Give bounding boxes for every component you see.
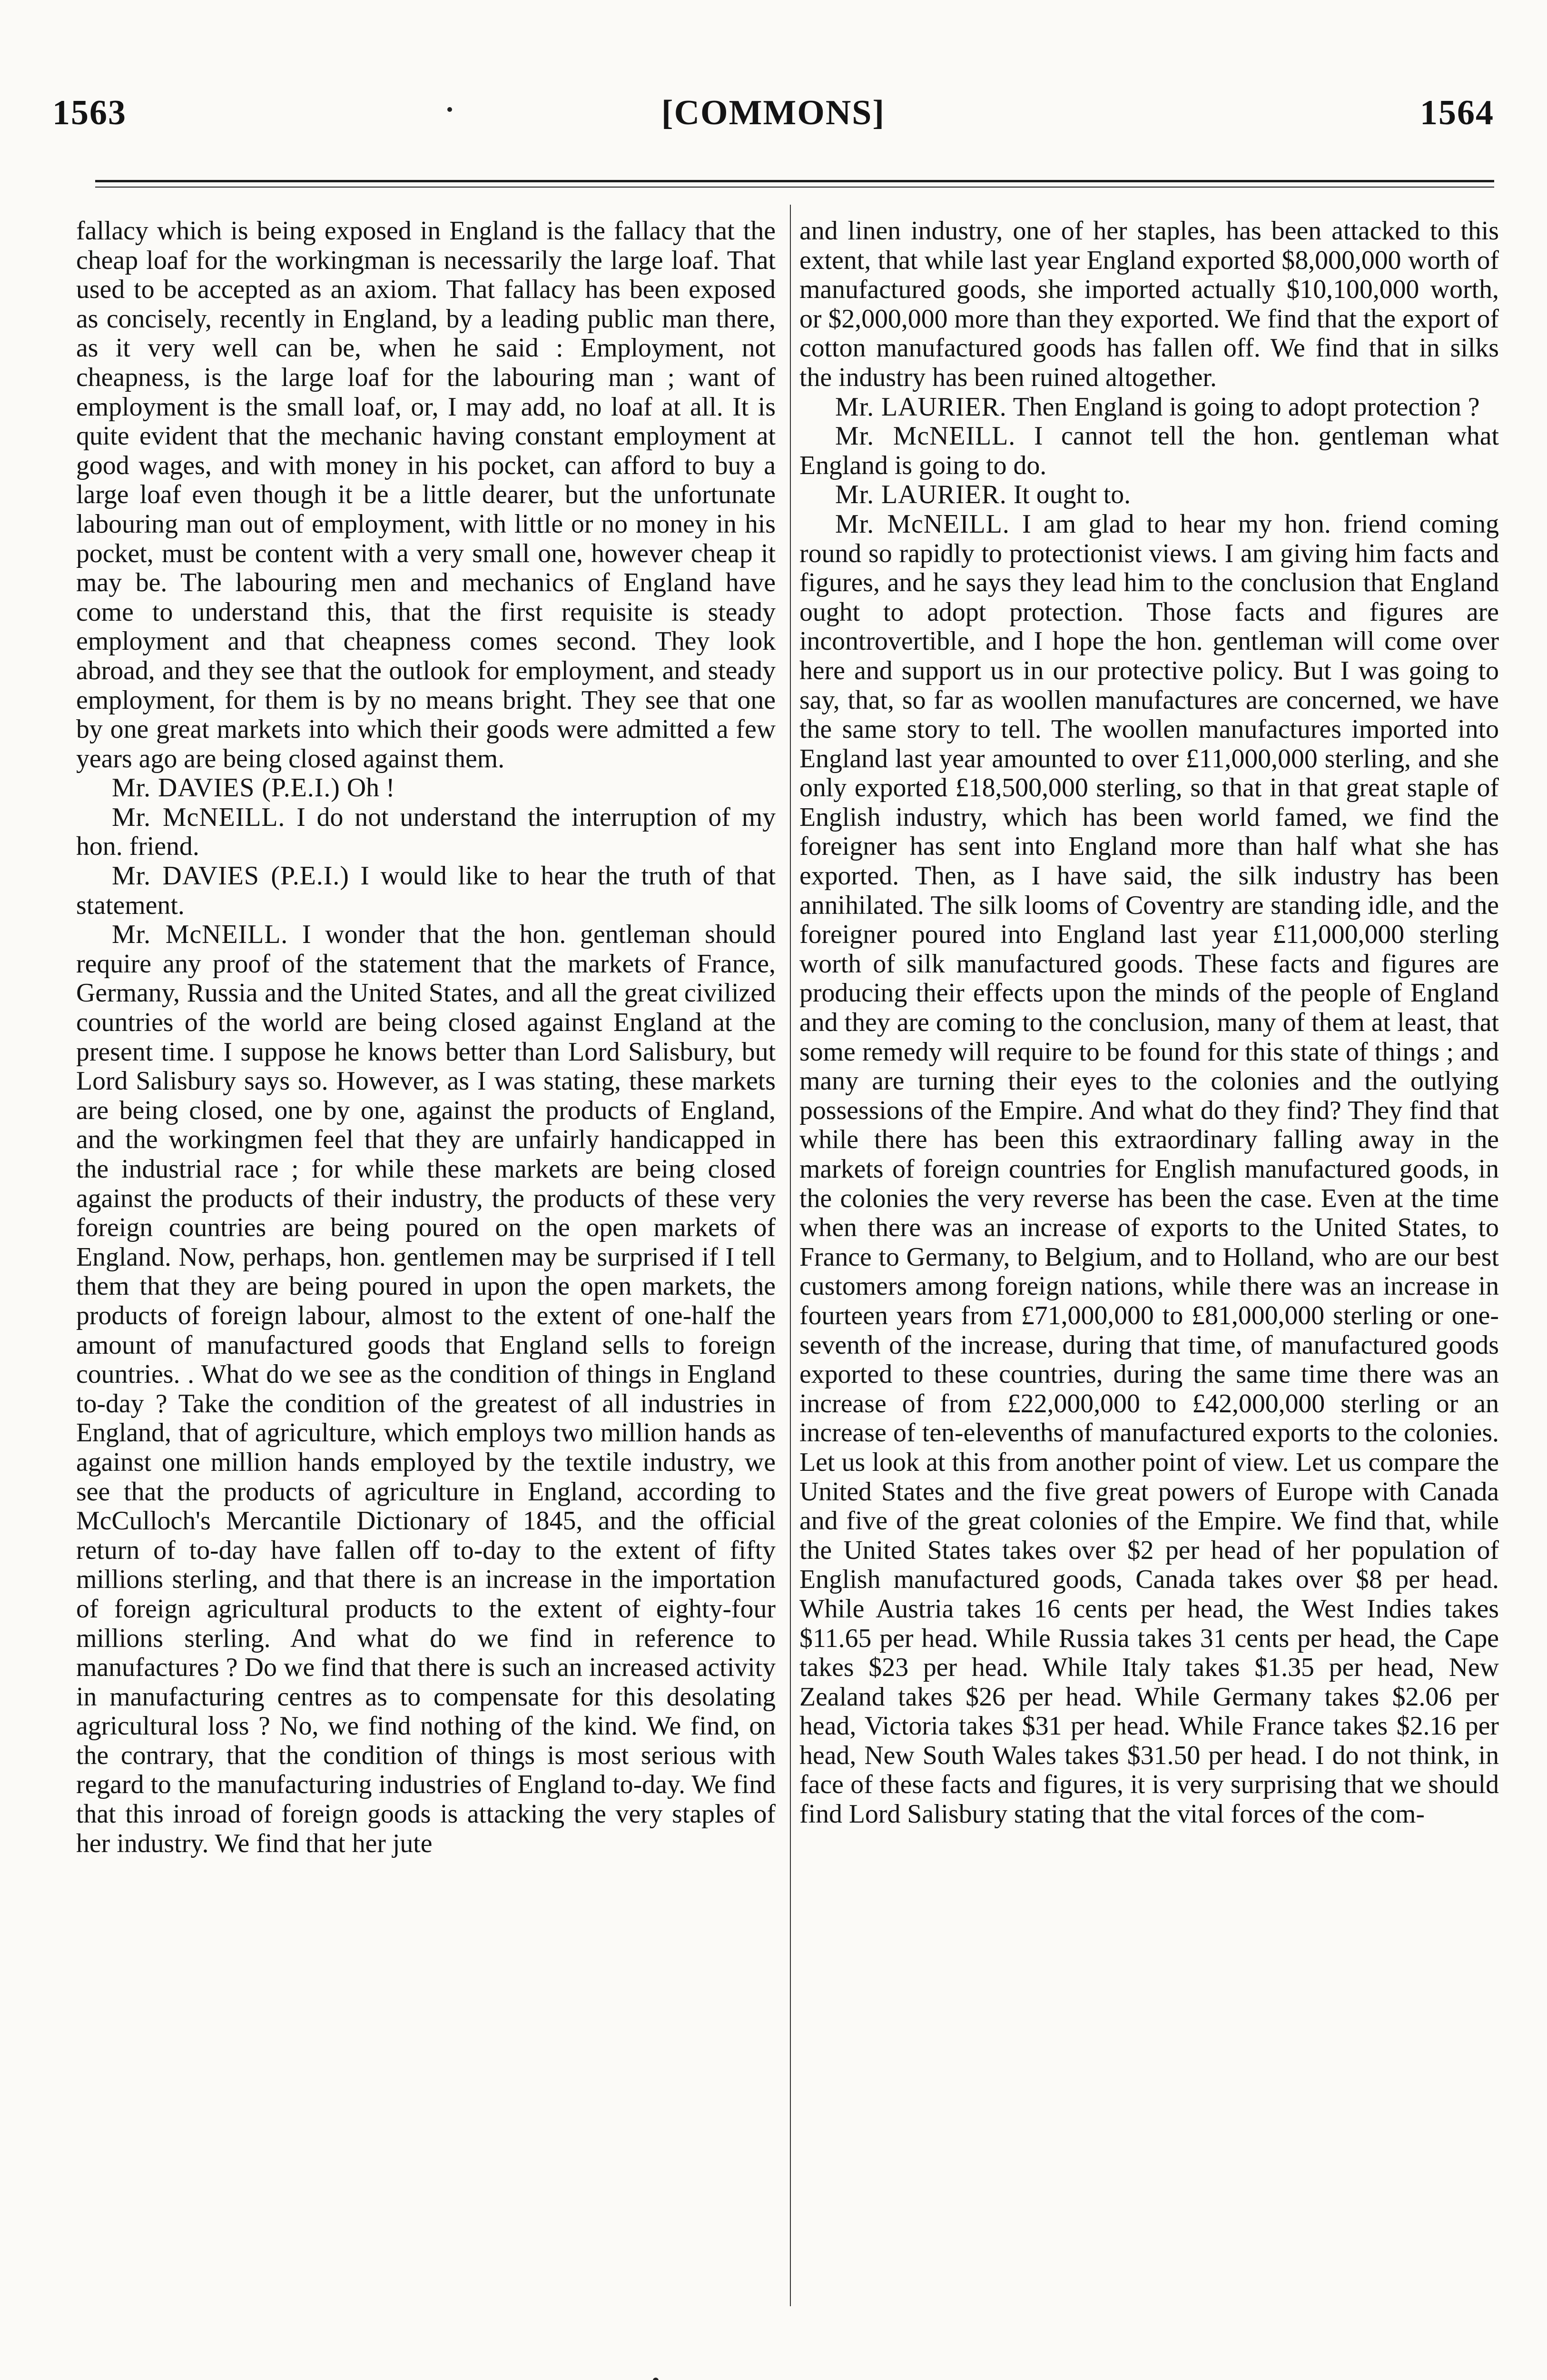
- left-column: [76, 217, 776, 1858]
- paragraph-text: I am glad to hear my hon. friend coming round so rapidly to protectionist views. I am giving him facts and figures, and he says they lead him to the conclusion that England ought to adopt protection. Those facts and figures are incontrovertible, and I hope the hon. gentleman will come over here and support us in our protective policy. But I was going to say, that, so far as woollen manufactures are concerned, we have the same story to tell. The woollen manufactures imported into England last year amounted to over £11,000,000 sterling, and she only exported £18,500,000 sterling, so that in that great staple of English industry, which has been world famed, we find the foreigner has sent into England more than half what she has exported. Then, as I have said, the silk industry has been annihilated. The silk looms of Coventry are standing idle, and the foreigner poured into England last year £11,000,000 sterling worth of silk manufactured goods. These facts and figures are producing their effects upon the minds of the people of England and they are coming to the conclusion, many of them at least, that some remedy will require to be found for this state of things ; and many are turning their eyes to the colonies and the outlying possessions of the Empire. And what do they find? They find that while there has been this extraordinary falling away in the markets of foreign countries for English manufactured goods, in the colonies the very reverse has been the case. Even at the time when there was an increase of exports to the United States, to France to Germany, to Belgium, and to Holland, who are our best customers among foreign nations, while there was an increase in fourteen years from £71,000,000 to £81,000,000 sterling or one-seventh of the increase, during that time, of manufactured goods exported to these countries, during the same time there was an increase of from £22,000,000 to £42,000,000 sterling or an increase of ten-elevenths of manufactured exports to the colonies. Let us look at this from another point of view. Let us compare the United States and the five great powers of Europe with Canada and five of the great colonies of the Empire. We find that, while the United States takes over $2 per head of her population of English manufactured goods, Canada takes over $8 per head. While Austria takes 16 cents per head, the West Indies takes $11.65 per head. While Russia takes 31 cents per head, the Cape takes $23 per head. While Italy takes $1.35 per head, New Zealand takes $26 per head. While Germany takes $2.06 per head, Victoria takes $31 per head. While France takes $2.16 per head, New South Wales takes $31.50 per head. I do not think, in face of these facts and figures, it is very surprising that we should find Lord Salisbury stating that the vital forces of the com-: [799, 509, 1499, 1829]
- paragraph: [76, 217, 776, 774]
- paragraph-text: Oh !: [346, 773, 395, 803]
- paragraph-text: and linen industry, one of her staples, has been attacked to this extent, that while last year England exported $8,000,000 worth of manufactured goods, she imported actually $10,100,000 worth, or $2,000,000 more than they exported. We find that the export of cotton manufactured goods has fallen off. We find that in silks the industry has been ruined altogether.: [799, 216, 1499, 392]
- paragraph: [799, 217, 1499, 393]
- paragraph: [76, 920, 776, 1858]
- speaker-name: Mr. McNEILL.: [112, 920, 288, 950]
- print-speck: [447, 107, 452, 112]
- print-speck: [653, 2378, 659, 2380]
- paragraph: [799, 422, 1499, 480]
- paragraph: [799, 480, 1499, 510]
- right-column: [799, 217, 1499, 1829]
- paragraph: [76, 862, 776, 920]
- paragraph-text: I do not understand the interruption of my hon. friend.: [76, 802, 776, 862]
- paragraph-text: I would like to hear the truth of that statement.: [76, 861, 776, 920]
- paragraph-text: fallacy which is being exposed in England is the fallacy that the cheap loaf for the workingman is necessarily the large loaf. That used to be accepted as an axiom. That fallacy has been exposed as concisely, recently in England, by a leading public man there, as it very well can be, when he said : Employment, not cheapness, is the large loaf for the labouring man ; want of employment is the small loaf, or, I may add, no loaf at all. It is quite evident that the mechanic having constant employment at good wages, and with money in his pocket, can afford to buy a large loaf even though it be a little dearer, but the unfortunate labouring man out of employment, with little or no money in his pocket, must be content with a very small one, however cheap it may be. The labouring men and mechanics of England have come to understand this, that the first requisite is steady employment and that cheapness comes second. They look abroad, and they see that the outlook for employment, and steady employment, for them is by no means bright. They see that one by one great markets into which their goods were admitted a few years ago are being closed against them.: [76, 216, 776, 774]
- page-number-right: 1564: [1420, 93, 1494, 132]
- header-rule-thin: [95, 187, 1494, 188]
- speaker-name: Mr. McNEILL.: [835, 421, 1016, 451]
- speaker-name: Mr. LAURIER.: [835, 480, 1007, 510]
- page-number-left: 1563: [52, 93, 127, 132]
- speaker-name: Mr. LAURIER.: [835, 392, 1007, 422]
- speaker-name: Mr. McNEILL.: [112, 802, 286, 832]
- header-rule-thick: [95, 180, 1494, 182]
- speaker-name: Mr. DAVIES (P.E.I.): [112, 861, 349, 891]
- speaker-name: Mr. DAVIES (P.E.I.): [112, 773, 340, 803]
- paragraph: [76, 803, 776, 862]
- paragraph-text: Then England is going to adopt protection ?: [1013, 392, 1480, 422]
- column-divider: [790, 205, 791, 2306]
- page-title: [COMMONS]: [661, 93, 886, 132]
- paragraph-text: I wonder that the hon. gentleman should require any proof of the statement that the markets of France, Germany, Russia and the United States, and all the great civilized countries of the world are being closed against England at the present time. I suppose he knows better than Lord Salisbury, but Lord Salisbury says so. However, as I was stating, these markets are being closed, one by one, against the products of England, and the workingmen feel that they are unfairly handicapped in the industrial race ; for while these markets are being closed against the products of their industry, the products of these very foreign countries are being poured on the open markets of England. Now, perhaps, hon. gentlemen may be surprised if I tell them that they are being poured in upon the open markets, the products of foreign labour, almost to the extent of one-half the amount of manufactured goods that England sells to foreign countries. . What do we see as the condition of things in England to-day ? Take the condition of the greatest of all industries in England, that of agriculture, which employs two million hands as against one million hands employed by the textile industry, we see that the products of agriculture in England, according to McCulloch's Mercantile Dictionary of 1845, and the official return of to-day have fallen off to-day to the extent of fifty millions sterling, and that there is an increase in the importation of foreign agricultural products to the extent of eighty-four millions sterling. And what do we find in reference to manufactures ? Do we find that there is such an increased activity in manufacturing centres as to compensate for this desolating agricultural loss ? No, we find nothing of the kind. We find, on the contrary, that the condition of things is most serious with regard to the manufacturing industries of England to-day. We find that this inroad of foreign goods is attacking the very staples of her industry. We find that her jute: [76, 920, 776, 1858]
- paragraph: [799, 510, 1499, 1829]
- paragraph-text: I cannot tell the hon. gentleman what England is going to do.: [799, 421, 1499, 480]
- paragraph-text: It ought to.: [1013, 480, 1131, 510]
- speaker-name: Mr. McNEILL.: [835, 509, 1010, 539]
- paragraph: [799, 393, 1499, 422]
- running-head: [52, 93, 1494, 150]
- paragraph: [76, 774, 776, 803]
